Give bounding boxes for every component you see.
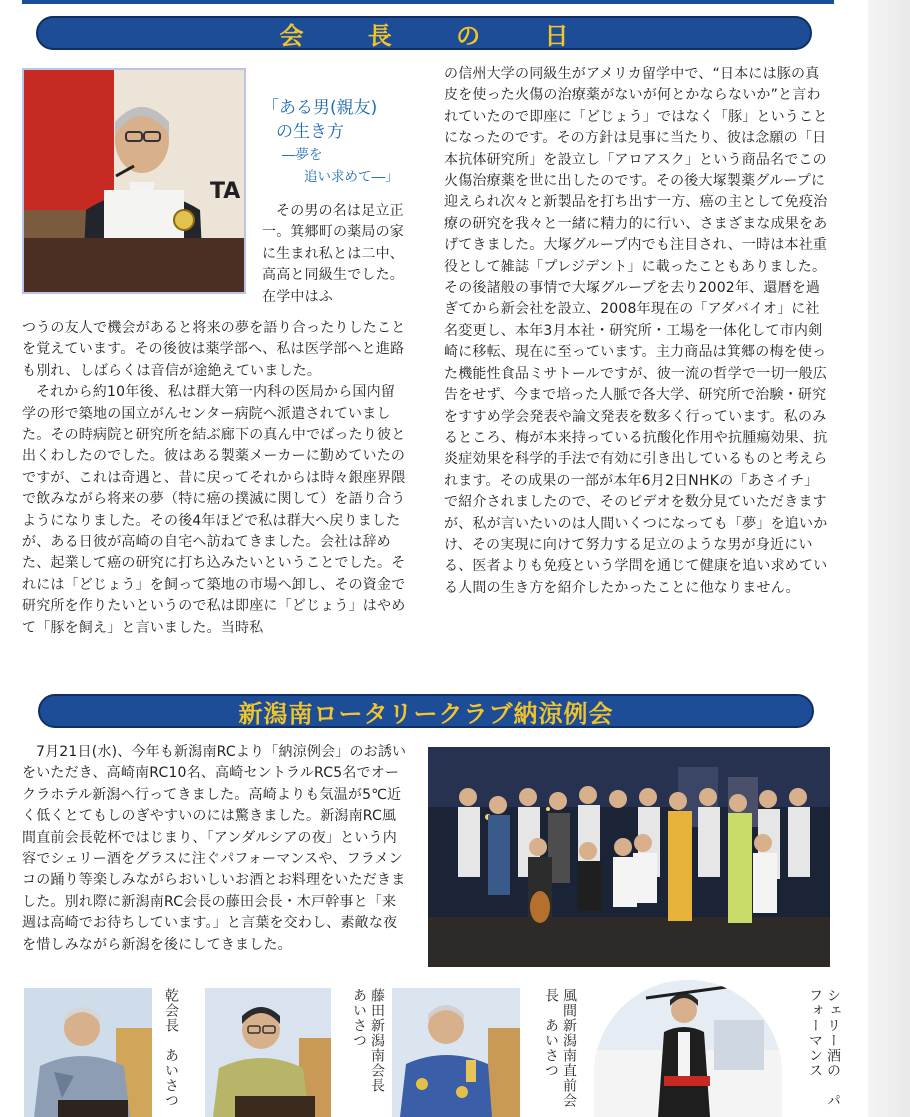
article-paragraph: それから約10年後、私は群大第一内科の医局から国内留学の形で築地の国立がんセンター病院へ派遣されていました。その時病院と研究所を結ぶ廊下の真ん中でばったり彼と出くわしたのでした。彼はある製薬メーカーに勤めていたのですが、これは奇遇と、昔に戻ってそれからは時々銀座界隈で飲みながら将来の夢（特に癌の撲滅に関して）を語り合うようになりました。その後4年ほどで私は群大へ戻りましたが、ある日彼が高崎の自宅へ訪ねてきました。会社は辞めた、起業して癌の研究に打ち込みたいということでした。それには「どじょう」を飼って築地の市場へ卸し、その資金で研究所を作りたいというので私は即座に「どじょう」はやめて「豚を飼え」と言いました。当時私 <box>22 384 406 636</box>
fujita-niigata-chairman-photo <box>205 988 331 1117</box>
article-column-right <box>444 64 830 599</box>
caption-fujita-chairman: 藤田新潟南会長 あいさつ <box>351 988 385 1108</box>
article-title-line1: 「ある男(親友) <box>262 98 378 118</box>
article-paragraph: の信州大学の同級生がアメリカ留学中で、“日本には豚の真皮を使った火傷の治療薬がないが何とかならないか”と言われていたので即座に「どじょう」ではなく「豚」ということになったのです。その方針は見事に当たり、彼は念願の「日本抗体研究所」を設立し「アロアスク」という商品名でこの火傷治療薬を世に出したのです。その後大塚製薬グループに迎えられ次々と新製品を打ち出す一方、癌の主として免疫治療の研究を我々と一緒に精力的に行い、さまざまな成果をあげてきました。大塚グループ内でも注目され、一時は本社重役として雑誌「プレジデント」に載ったこともありました。その後諸般の事情で大塚グループを去り2002年、還暦を過ぎてから新会社を設立、2008年現在の「アダバイオ」に社名変更し、本年3月本社・研究所・工場を一体化して市内剣崎に移転、現在に至っています。主力商品は箕郷の梅を使った機能性食品ミサトールですが、彼一流の哲学で一切一般広告をせず、今まで培った人脈で各大学、研究所で治験・研究をすすめ学会発表や論文発表を数多く行っています。私のみるところ、梅が本来持っている抗酸化作用や抗腫瘍効果、抗炎症効果を科学的手法で有効に引き出しているものと考えられます。その成果の一部が本年6月2日NHKの「あさイチ」で紹介されましたので、そのビデオを数分見ていただきますが、私が言いたいのは人間いくつになっても「夢」を追いかけ、その実現に向けて努力する足立のような男が身近にいる、医者よりも免疫という学問を通じて健康を追い求めている人間の生き方を紹介したかったことに他なりません。 <box>444 66 828 596</box>
caption-sherry-performance: シェリー酒の パフォーマンス <box>807 988 841 1108</box>
sherry-performance-photo <box>594 980 782 1117</box>
article-title <box>262 96 412 188</box>
meeting-report-text <box>22 742 408 956</box>
article-column-left <box>22 318 408 639</box>
inui-chairman-photo <box>24 988 152 1117</box>
article-subtitle-line2: 追い求めて―」 <box>304 169 399 185</box>
article-title-line2: の生き方 <box>276 122 344 142</box>
article-wrap-text <box>262 201 408 308</box>
caption-inui-chairman: 乾会長 あいさつ <box>163 988 179 1108</box>
article-subtitle-line1: ―夢を <box>282 147 323 163</box>
top-rule <box>22 0 834 4</box>
group-photo <box>428 747 830 967</box>
meeting-report-paragraph: 7月21日(水)、今年も新潟南RCより「納涼例会」のお誘いをいただき、高崎南RC10名、高崎セントラルRC5名でオークラホテル新潟へ行ってきました。高崎よりも気温が5℃近く低くとてもしのぎやすいのには驚きました。新潟南RC風間直前会長乾杯ではじまり、「アンダルシアの夜」という内容でシェリー酒をグラスに注ぐパフォーマンスや、フラメンコの踊り等楽しみながらおいしいお酒とお料理をいただきました。別れ際に新潟南RC会長の藤田会長・木戸幹事と「来週は高崎でお待ちしています。」と言葉を交わし、素敵な夜を惜しみながら新潟を後にしてきました。 <box>22 744 407 953</box>
page-edge-shadow <box>868 0 910 1117</box>
svg-text:TA: TA <box>210 179 241 204</box>
article-paragraph: つうの友人で機会があると将来の夢を語り合ったりしたことを覚えています。その後彼は薬学部へ、私は医学部へと進路も別れ、しばらくは音信が途絶えていました。 <box>22 320 406 379</box>
kazama-past-chairman-photo <box>392 988 520 1117</box>
article-paragraph-intro: その男の名は足立正一。箕郷町の薬局の家に生まれ私とは二中、高高と同級生でした。在学中はふ <box>262 203 404 305</box>
section-title-banner-chairman-day: 会 長 の 日 <box>36 16 812 50</box>
chairman-speech-photo <box>22 68 246 294</box>
section-title-banner-summer-meeting: 新潟南ロータリークラブ納涼例会 <box>38 694 814 728</box>
caption-kazama-past-chairman: 風間新潟南直前会長 あいさつ <box>543 988 577 1108</box>
